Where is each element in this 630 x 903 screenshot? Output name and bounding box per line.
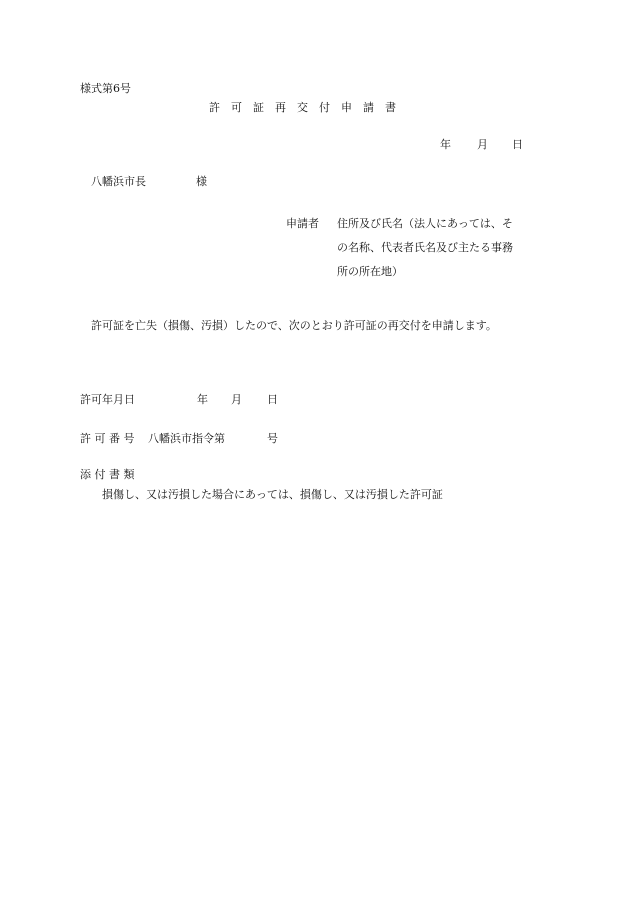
applicant-line-2: の名称、代表者氏名及び主たる事務 xyxy=(337,241,513,254)
permit-date-day: 日 xyxy=(267,393,278,406)
attachments-label: 添 付 書 類 xyxy=(80,468,135,481)
applicant-label: 申請者 xyxy=(286,217,319,230)
date-year: 年 xyxy=(440,138,451,151)
body-text: 許可証を亡失（損傷、汚損）したので、次のとおり許可証の再交付を申請します。 xyxy=(91,319,497,332)
form-number: 様式第6号 xyxy=(80,82,131,95)
applicant-line-3: 所の所在地） xyxy=(337,265,403,278)
date-month: 月 xyxy=(477,138,488,151)
date-day: 日 xyxy=(512,138,523,151)
addressee-honorific: 様 xyxy=(196,175,207,188)
permit-number-label: 許 可 番 号 xyxy=(80,432,135,445)
attachments-text: 損傷し、又は汚損した場合にあっては、損傷し、又は汚損した許可証 xyxy=(102,488,443,501)
permit-number-suffix: 号 xyxy=(267,432,278,445)
permit-number-prefix: 八幡浜市指令第 xyxy=(148,432,225,445)
permit-date-year: 年 xyxy=(197,393,208,406)
permit-date-month: 月 xyxy=(231,393,242,406)
permit-date-label: 許可年月日 xyxy=(80,393,135,406)
applicant-line-1: 住所及び氏名（法人にあっては、そ xyxy=(337,217,513,230)
document-title: 許 可 証 再 交 付 申 請 書 xyxy=(209,101,396,114)
addressee-name: 八幡浜市長 xyxy=(91,175,146,188)
